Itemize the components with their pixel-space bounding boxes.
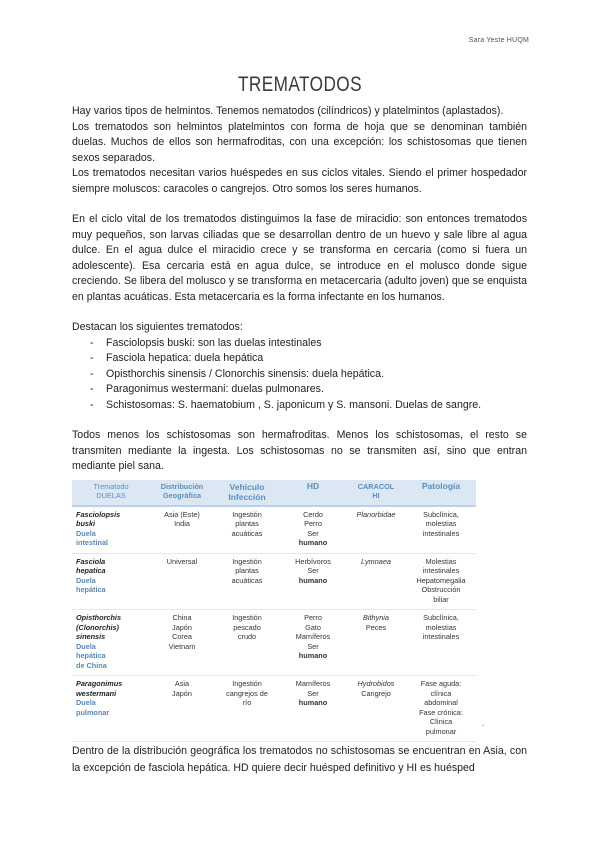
cell-patologia: Molestias intestinales Hepatomegalia Obstrucción biliar [406, 553, 476, 610]
page-title: TREMATODOS [237, 73, 362, 96]
cell-trematodo: Fasciolopsis buski Duela intestinal [72, 506, 150, 554]
cell-hd: Mamíferos Ser humano [280, 676, 346, 742]
document-body [72, 104, 527, 742]
cell-hi: Planorbidae [346, 506, 406, 554]
cell-vehiculo: Ingestión cangrejos de río [214, 676, 280, 742]
table-row [72, 610, 476, 676]
cell-hi: Bithynia Peces [346, 610, 406, 676]
list-dash: - [90, 367, 94, 380]
paragraph-ciclo-vital: En el ciclo vital de los trematodos distinguimos la fase de miracidio: son entonces trematodos muy pequeños, son larvas ciliadas que se desarrollan dentro de un huevo y sale libre al agua dulce. En el agua dulce el miracidio crece y se transforma en cercaria (como si fuera un adolescente). Esa cercaria está en agua dulce, se introduce en el molusco donde sigue creciendo. Se libera del molusco y se transforma en metacercaria (adulto joven) que se enquista en plantas acuáticas. Esta metacercaria es la forma infectante en los humanos. [72, 213, 527, 303]
paragraph-intro: Hay varios tipos de helmintos. Tenemos nematodos (cilíndricos) y platelmintos (aplastados). [72, 105, 504, 117]
cell-trematodo: Fasciola hepatica Duela hepática [72, 553, 150, 610]
cell-hi: Hydrobidos Cangrejo [346, 676, 406, 742]
paragraph-hospedadores: Los trematodos necesitan varios huéspedes en sus ciclos vitales. Siendo el primer hospedador siempre moluscos: caracoles o cangrejos. Otro somos los seres humanos. [72, 167, 527, 195]
author-header: Sara Yeste HUQM [468, 37, 529, 44]
cell-vehiculo: Ingestión plantas acuáticas [214, 553, 280, 610]
cell-trematodo: Opisthorchis (Clonorchis) sinensis Duela hepática de China [72, 610, 150, 676]
list-item: - Fasciolopsis buski: son las duelas intestinales [90, 336, 527, 352]
cell-hd: Herbívoros Ser humano [280, 553, 346, 610]
cell-vehiculo: Ingestión pescado crudo [214, 610, 280, 676]
trailing-mark: . [482, 719, 485, 728]
list-item: - Fasciola hepatica: duela hepática [90, 351, 527, 367]
list-dash: - [90, 398, 94, 411]
cell-hi: Lymnaea [346, 553, 406, 610]
cell-distribucion: Asia Japón [150, 676, 214, 742]
cell-patologia: Fase aguda: clínica abdominal Fase crónica: Clínica pulmonar [406, 676, 476, 742]
document-body-continued [72, 743, 527, 776]
header-trematodo: Trematodo DUELAS [72, 480, 150, 506]
cell-hd: Cerdo Perro Ser humano [280, 506, 346, 554]
header-vehiculo: Vehículo Infección [214, 480, 280, 506]
header-distribucion: Distribución Geográfica [150, 480, 214, 506]
cell-patologia: Subclínica, molestias intestinales [406, 506, 476, 554]
list-dash: - [90, 352, 94, 364]
cell-trematodo: Paragonimus westermani Duela pulmonar [72, 676, 150, 742]
list-item: - Paragonimus westermani: duelas pulmonares. [90, 382, 527, 398]
list-item: - Schistosomas: S. haematobium , S. japonicum y S. mansoni. Duelas de sangre. [90, 398, 527, 414]
list-item: - Opisthorchis sinensis / Clonorchis sinensis: duela hepática. [90, 367, 527, 383]
trematodo-list [72, 336, 527, 414]
table-row [72, 506, 476, 554]
cell-distribucion: Universal [150, 553, 214, 610]
cell-vehiculo: Ingestión plantas acuáticas [214, 506, 280, 554]
paragraph-distribucion: Dentro de la distribución geográfica los trematodos no schistosomas se encuentran en Asia, con la excepción de fasciola hepática. HD quiere decir huésped definitivo y HI es huésped [72, 745, 527, 774]
trematodos-table [72, 480, 476, 743]
cell-distribucion: China Japón Corea Vietnam [150, 610, 214, 676]
header-patologia: Patología [406, 480, 476, 506]
header-caracol: CARACOL HI [346, 480, 406, 506]
table-row [72, 553, 476, 610]
paragraph-hermafroditas: Todos menos los schistosomas son hermafroditas. Menos los schistosomas, el resto se transmiten mediante la ingesta. Los schistosomas no se transmiten así, sino que entran mediante piel sana. [72, 429, 527, 472]
cell-hd: Perro Gato Mamíferos Ser humano [280, 610, 346, 676]
paragraph-destacan: Destacan los siguientes trematodos: [72, 321, 243, 333]
list-dash: - [90, 383, 94, 395]
table-header-row [72, 480, 476, 506]
paragraph-trematodos-def: Los trematodos son helmintos platelmintos con forma de hoja que se denominan también duelas. Muchos de ellos son hermafroditas, con una excepción: los schistosomas que tienen sexos separados. [72, 120, 527, 164]
table-row [72, 676, 476, 742]
list-dash: - [90, 336, 94, 349]
header-hd: HD [280, 480, 346, 506]
cell-patologia: Subclínica, molestias intestinales [406, 610, 476, 676]
cell-distribucion: Asia (Este) India [150, 506, 214, 554]
